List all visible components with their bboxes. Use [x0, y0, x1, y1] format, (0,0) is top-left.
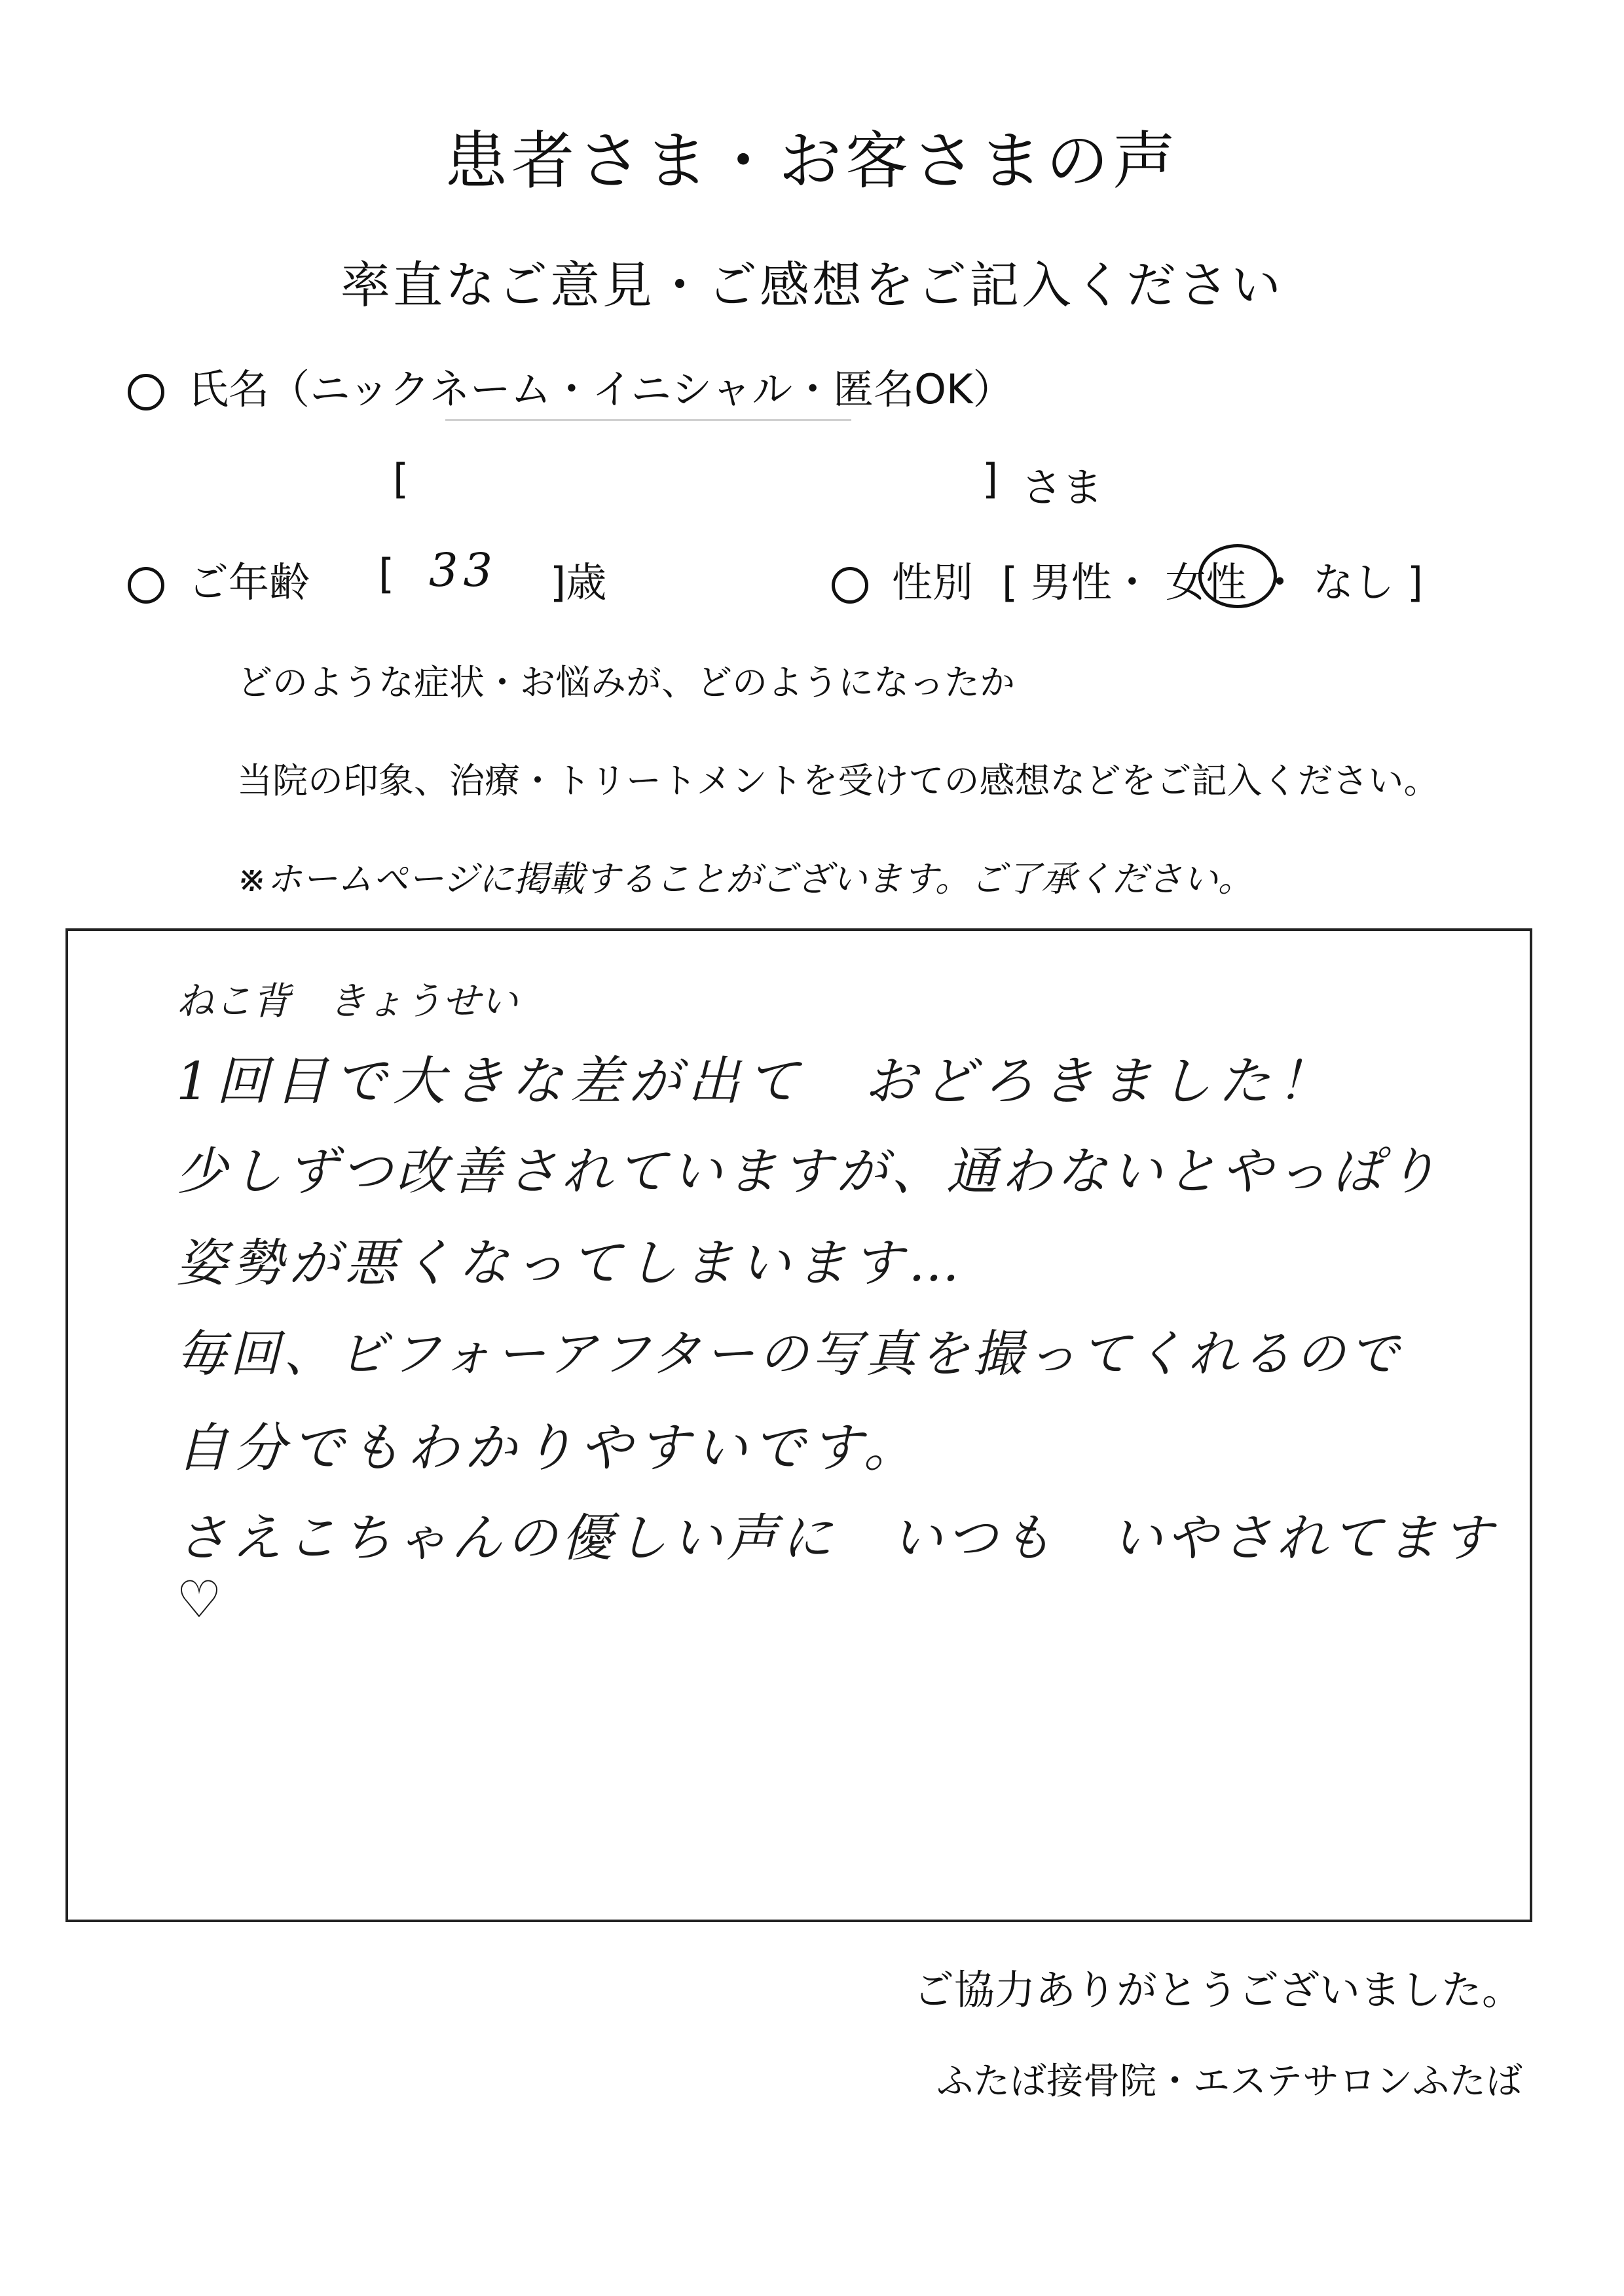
gender-close-bracket: ] — [1407, 558, 1424, 606]
age-suffix: 歳 — [566, 558, 607, 606]
clinic-name: ふたば接骨院・エステサロンふたば — [936, 2060, 1522, 2103]
name-question-label: 氏名（ニックネーム・イニシャル・匿名OK） — [188, 365, 1014, 413]
gender-option-male[interactable]: 男性・ — [1030, 558, 1153, 606]
gender-question — [832, 550, 973, 608]
name-suffix: さま — [1022, 464, 1103, 511]
instruction-line: どのような症状・お悩みが、どのようになったか — [237, 662, 1015, 703]
circle-bullet-icon — [832, 567, 868, 604]
comment-line: ねこ背 きょうせい — [176, 979, 519, 1023]
gender-separator: ・ — [1259, 558, 1301, 606]
comment-line: 自分でもわかりやすいです。 — [176, 1417, 921, 1478]
thanks-message: ご協力ありがとうございました。 — [913, 1966, 1522, 2014]
age-question — [128, 550, 310, 608]
gender-options — [1002, 550, 1423, 608]
age-close-bracket: ]歳 — [550, 558, 607, 606]
age-value[interactable]: 33 — [429, 543, 498, 597]
comment-line: 毎回、ビフォーアフターの写真を撮ってくれるので — [176, 1324, 1403, 1383]
comment-box[interactable] — [65, 928, 1532, 1922]
comment-line: さえこちゃんの優しい声に いつも いやされてます♡ — [176, 1509, 1497, 1630]
name-open-bracket: [ — [393, 455, 409, 503]
gender-open-bracket: [ — [1002, 558, 1018, 606]
gender-option-none[interactable]: なし — [1313, 558, 1395, 606]
name-redaction-line — [445, 419, 851, 421]
name-question — [128, 357, 1014, 415]
gender-question-label: 性別 — [892, 558, 974, 606]
instruction-line: 当院の印象、治療・トリートメントを受けての感想などをご記入ください。 — [237, 760, 1439, 801]
age-open-bracket: [ — [378, 550, 395, 598]
comment-line: 1回目で大きな差が出て おどろきました！ — [176, 1051, 1336, 1112]
age-question-label: ご年齢 — [188, 558, 310, 606]
form-title: 患者さま・お客さまの声 — [445, 124, 1179, 198]
comment-line: 姿勢が悪くなってしまいます… — [176, 1234, 965, 1293]
notice-line: ※ホームページに掲載することがございます。ご了承ください。 — [237, 858, 1253, 900]
circle-bullet-icon — [128, 567, 164, 604]
form-subtitle: 率直なご意見・ご感想をご記入ください — [341, 256, 1283, 314]
circle-bullet-icon — [128, 374, 164, 410]
name-close-bracket: ] — [982, 455, 999, 503]
gender-option-female[interactable]: 女性 — [1165, 558, 1247, 606]
comment-line: 少しずつ改善されていますが、通わないとやっぱり — [176, 1142, 1442, 1201]
